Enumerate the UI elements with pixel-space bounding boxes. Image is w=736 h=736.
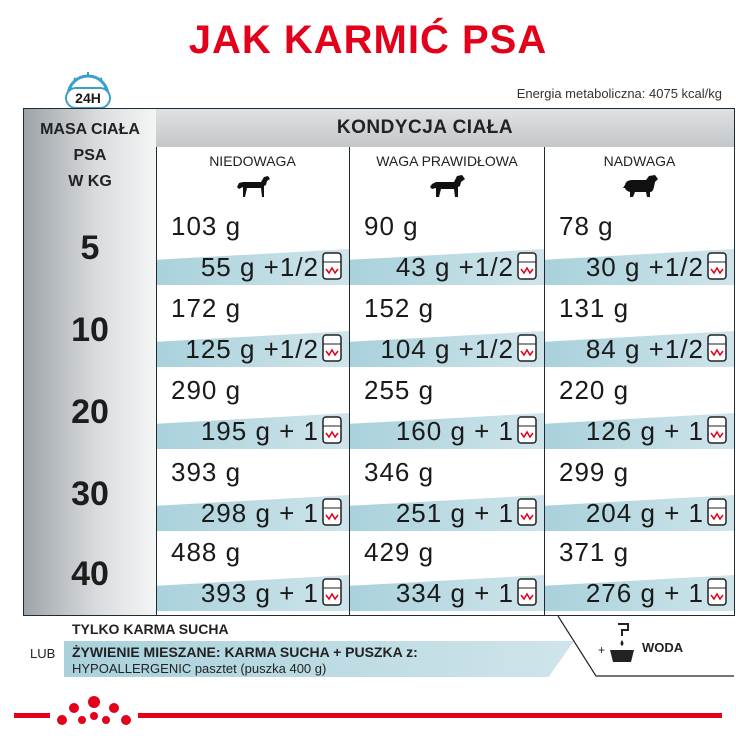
mixed-amount: 195 g + 1 [200,416,319,446]
cell-r1-underweight [157,207,349,289]
mixed-amount: 84 g +1/2 [585,334,704,364]
condition-header [156,109,734,147]
overweight-label: NADWAGA [603,153,676,169]
dry-amount: 290 g [171,375,242,405]
mixed-amount: 125 g +1/2 [185,334,319,364]
mass-header-line1: MASA CIAŁA [40,121,140,138]
cell-r2-overweight [545,289,734,371]
dry-amount: 429 g [364,537,435,567]
dry-amount: 78 g [559,211,614,241]
dry-amount: 103 g [171,211,242,241]
cell-r5-underweight [157,533,349,615]
dry-amount: 255 g [364,375,435,405]
cell-r3-underweight [157,371,349,453]
legend-or: LUB [30,646,56,661]
mixed-amount: 104 g +1/2 [380,334,514,364]
can-icon [516,497,538,527]
can-icon [706,333,728,363]
mass-header-line2: PSA [73,147,107,164]
cell-r5-ideal [350,533,544,615]
metabolic-energy: Energia metaboliczna: 4075 kcal/kg [516,86,722,101]
mass-30: 30 [71,474,109,513]
mixed-amount: 126 g + 1 [585,416,704,446]
legend-mixed-line2: HYPOALLERGENIC pasztet (puszka 400 g) [72,661,327,676]
legend-water: WODA [642,640,684,655]
cell-r5-overweight [545,533,734,615]
can-icon [516,415,538,445]
mass-20: 20 [71,392,109,431]
dry-amount: 393 g [171,457,242,487]
cell-r1-ideal [350,207,544,289]
cell-r2-underweight [157,289,349,371]
svg-text:+: + [598,643,606,657]
ideal-label: WAGA PRAWIDŁOWA [376,153,518,169]
cell-r3-overweight [545,371,734,453]
can-icon [706,251,728,281]
clock-24h-icon [60,66,116,110]
brand-line-right [138,713,722,718]
cell-r3-ideal [350,371,544,453]
dry-amount: 90 g [364,211,419,241]
dry-amount: 488 g [171,537,242,567]
can-icon [321,497,343,527]
can-icon [706,577,728,607]
cell-r1-overweight [545,207,734,289]
brand-line-left [14,713,50,718]
mixed-amount: 204 g + 1 [585,498,704,528]
legend-mixed-line1: ŻYWIENIE MIESZANE: KARMA SUCHA + PUSZKA z: [72,644,418,660]
can-icon [321,333,343,363]
can-icon [321,251,343,281]
mixed-amount: 276 g + 1 [585,578,704,608]
dry-amount: 152 g [364,293,435,323]
cell-r4-ideal [350,453,544,535]
mass-header [24,109,156,203]
cell-r2-ideal [350,289,544,371]
cell-r4-overweight [545,453,734,535]
mixed-amount: 298 g + 1 [200,498,319,528]
can-icon [321,577,343,607]
can-icon [516,251,538,281]
page-title: JAK KARMIĆ PSA [188,18,548,62]
can-icon [706,497,728,527]
thin-dog-icon [233,173,273,199]
water-bowl-icon [598,624,634,662]
dry-amount: 346 g [364,457,435,487]
mass-40: 40 [71,554,109,593]
can-icon [516,577,538,607]
mixed-amount: 334 g + 1 [395,578,514,608]
mixed-amount: 393 g + 1 [200,578,319,608]
mixed-amount: 160 g + 1 [395,416,514,446]
condition-label: KONDYCJA CIAŁA [336,117,514,138]
mass-5: 5 [80,228,100,267]
col-ideal-header [350,147,544,203]
dry-amount: 131 g [559,293,630,323]
legend-dry-only: TYLKO KARMA SUCHA [72,621,229,637]
cell-r4-underweight [157,453,349,535]
feeding-table [23,108,735,616]
col-underweight-header [156,147,349,203]
can-icon [516,333,538,363]
dry-amount: 220 g [559,375,630,405]
mass-10: 10 [71,310,109,349]
ideal-dog-icon [427,173,467,199]
mixed-amount: 30 g +1/2 [585,252,704,282]
dry-amount: 172 g [171,293,242,323]
mixed-amount: 55 g +1/2 [200,252,319,282]
can-icon [321,415,343,445]
clock-label: 24H [75,90,101,106]
royal-canin-crown-icon [52,694,136,732]
mixed-amount: 251 g + 1 [395,498,514,528]
col-overweight-header [545,147,734,203]
underweight-label: NIEDOWAGA [209,153,296,169]
mixed-amount: 43 g +1/2 [395,252,514,282]
dry-amount: 299 g [559,457,630,487]
fat-dog-icon [620,173,660,199]
dry-amount: 371 g [559,537,630,567]
can-icon [706,415,728,445]
mass-header-line3: W KG [68,173,112,190]
